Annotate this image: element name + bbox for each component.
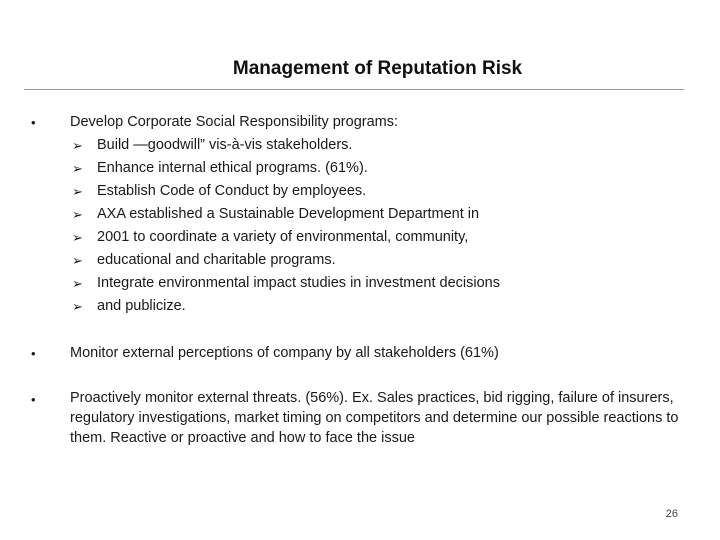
sub-bullet-text: AXA established a Sustainable Development Department in	[97, 206, 480, 222]
arrow-bullet-icon: ➢	[72, 207, 83, 222]
arrow-bullet-icon: ➢	[72, 276, 83, 291]
title-divider	[24, 89, 684, 90]
sub-bullet-text: Integrate environmental impact studies in investment decisions	[97, 275, 500, 291]
arrow-bullet-icon: ➢	[72, 138, 83, 153]
bullet-icon: •	[31, 392, 36, 407]
sub-bullet-list	[70, 134, 670, 318]
sub-bullet-item	[70, 249, 670, 272]
sub-bullet-text: Enhance internal ethical programs. (61%).	[97, 160, 368, 176]
sub-bullet-item	[70, 157, 670, 180]
sub-bullet-item	[70, 272, 670, 295]
sub-bullet-text: and publicize.	[97, 298, 186, 314]
arrow-bullet-icon: ➢	[72, 299, 83, 314]
arrow-bullet-icon: ➢	[72, 184, 83, 199]
slide-title: Management of Reputation Risk	[232, 58, 523, 79]
sub-bullet-item	[70, 226, 670, 249]
page-number: 26	[665, 508, 678, 520]
sub-bullet-item	[70, 203, 670, 226]
arrow-bullet-icon: ➢	[72, 161, 83, 176]
sub-bullet-text: 2001 to coordinate a variety of environmental, community,	[97, 229, 469, 245]
sub-bullet-text: educational and charitable programs.	[97, 252, 336, 268]
sub-bullet-item	[70, 180, 670, 203]
arrow-bullet-icon: ➢	[72, 230, 83, 245]
bullet-text: Develop Corporate Social Responsibility programs:	[70, 114, 399, 130]
sub-bullet-item	[70, 134, 670, 157]
sub-bullet-item	[70, 295, 670, 318]
bullet-text: Proactively monitor external threats. (56%). Ex. Sales practices, bid rigging, failure of insurers, regulatory investigations, market timing on competitors and determine our possible reactions to them. Reactive or proactive and how to face the issue	[70, 390, 679, 446]
sub-bullet-text: Build —goodwill” vis-à-vis stakeholders.	[97, 137, 353, 153]
bullet-icon: •	[31, 346, 36, 361]
bullet-icon: •	[31, 115, 36, 130]
sub-bullet-text: Establish Code of Conduct by employees.	[97, 183, 367, 199]
bullet-text: Monitor external perceptions of company by all stakeholders (61%)	[70, 345, 499, 361]
arrow-bullet-icon: ➢	[72, 253, 83, 268]
